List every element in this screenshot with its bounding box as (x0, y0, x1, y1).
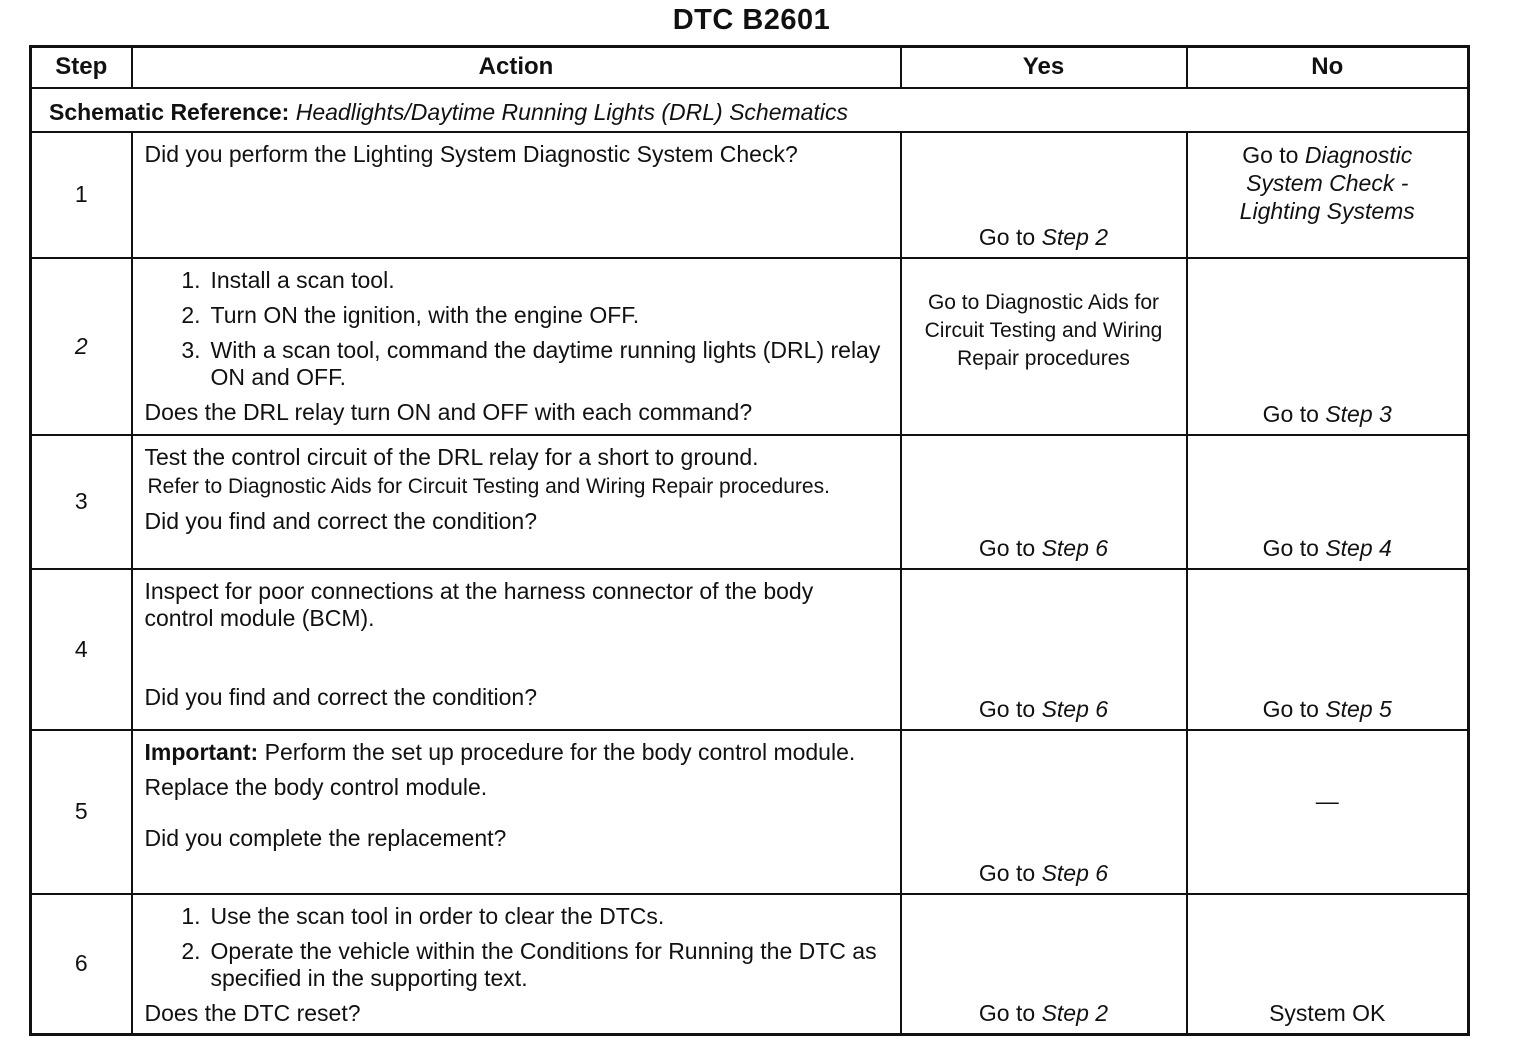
header-yes: Yes (901, 47, 1187, 88)
yes-target: Step 6 (1041, 859, 1109, 886)
table-row (31, 435, 1469, 569)
no-prefix: Go to (1262, 695, 1326, 722)
no-target: Step 5 (1325, 695, 1392, 722)
table-row (31, 132, 1469, 258)
no-dash: — (1315, 788, 1339, 814)
yes-target: Step 2 (1041, 999, 1109, 1026)
action-cell (132, 894, 901, 1035)
action-text: Inspect for poor connections at the harness connector of the body control module (BCM). (144, 577, 814, 631)
no-cell (1187, 894, 1469, 1035)
yes-target: Step 2 (1041, 223, 1109, 250)
list-item-text: Turn ON the ignition, with the engine OFF. (210, 301, 640, 328)
action-question: Does the DTC reset? (144, 999, 361, 1026)
important-note (145, 739, 888, 766)
no-cell (1187, 435, 1469, 569)
list-item-text: Use the scan tool in order to clear the DTCs. (210, 902, 665, 929)
yes-prefix: Go to (978, 223, 1042, 250)
step-number-text: 2 (74, 332, 88, 359)
step-number: 3 (31, 435, 132, 569)
action-text: Test the control circuit of the DRL relay for a short to ground. (144, 443, 759, 470)
action-question: Did you find and correct the condition? (144, 507, 538, 534)
step-number: 5 (31, 730, 132, 894)
no-cell (1187, 258, 1469, 435)
action-note: Refer to Diagnostic Aids for Circuit Testing and Wiring Repair procedures. (147, 474, 830, 498)
action-question: Did you find and correct the condition? (144, 683, 538, 710)
list-item-text: Operate the vehicle within the Conditions for Running the DTC as specified in the supporting text. (210, 937, 877, 991)
action-cell (132, 569, 901, 730)
action-cell (132, 258, 901, 435)
diagnostic-table (29, 45, 1470, 1036)
yes-target: Step 6 (1041, 534, 1109, 561)
list-item: 1. Install a scan tool. (181, 266, 395, 293)
no-cell (1187, 730, 1469, 894)
action-list (145, 267, 888, 391)
page-title: DTC B2601 (672, 4, 831, 36)
action-cell (132, 435, 901, 569)
yes-cell (901, 730, 1187, 894)
schematic-label: Schematic Reference: (49, 99, 290, 125)
action-cell (132, 132, 901, 258)
important-label: Important: (144, 738, 259, 765)
list-item: 2. Turn ON the ignition, with the engine OFF. (181, 301, 640, 328)
list-item: 2. Operate the vehicle within the Conditions for Running the DTC as specified in the supporting text. (145, 938, 888, 992)
step-number (31, 258, 132, 435)
schematic-row (31, 88, 1469, 132)
yes-cell (901, 435, 1187, 569)
yes-cell (901, 258, 1187, 435)
header-action: Action (132, 47, 901, 88)
action-question: Did you complete the replacement? (144, 824, 507, 851)
table-row (31, 894, 1469, 1035)
no-prefix: Go to (1262, 400, 1326, 427)
yes-prefix: Go to (978, 859, 1042, 886)
no-prefix: Go to (1242, 141, 1305, 168)
header-step: Step (31, 47, 132, 88)
step-number: 6 (31, 894, 132, 1035)
yes-cell (901, 569, 1187, 730)
header-no: No (1187, 47, 1469, 88)
table-row (31, 258, 1469, 435)
step-number: 1 (31, 132, 132, 258)
action-cell (132, 730, 901, 894)
yes-prefix: Go to (978, 999, 1042, 1026)
table-row (31, 569, 1469, 730)
important-text: Perform the set up procedure for the body control module. (258, 738, 856, 765)
action-text: Replace the body control module. (144, 773, 488, 800)
action-question: Does the DRL relay turn ON and OFF with each command? (144, 398, 753, 425)
yes-prefix: Go to (978, 695, 1042, 722)
list-item-text: With a scan tool, command the daytime running lights (DRL) relay ON and OFF. (210, 336, 881, 390)
no-prefix: Go to (1262, 534, 1326, 561)
action-question: Did you perform the Lighting System Diagnostic System Check? (144, 140, 798, 167)
schematic-reference (31, 88, 1469, 132)
yes-cell (901, 132, 1187, 258)
list-item-text: Install a scan tool. (210, 266, 395, 293)
no-target: Step 3 (1325, 400, 1392, 427)
no-cell (1187, 132, 1469, 258)
yes-target: Step 6 (1041, 695, 1109, 722)
schematic-link: Headlights/Daytime Running Lights (DRL) Schematics (295, 99, 848, 125)
no-target: Step 4 (1325, 534, 1392, 561)
yes-text: Go to Diagnostic Aids for Circuit Testing and Wiring Repair procedures (924, 291, 1163, 370)
header-row (31, 47, 1469, 88)
no-target: Diagnostic System Check - Lighting Systems (1239, 141, 1415, 224)
no-cell (1187, 569, 1469, 730)
yes-prefix: Go to (978, 534, 1042, 561)
list-item: 3. With a scan tool, command the daytime running lights (DRL) relay ON and OFF. (145, 337, 888, 391)
list-item: 1. Use the scan tool in order to clear the DTCs. (181, 902, 665, 929)
action-list (145, 903, 888, 992)
yes-cell (901, 894, 1187, 1035)
no-text: System OK (1269, 999, 1386, 1026)
table-row (31, 730, 1469, 894)
step-number: 4 (31, 569, 132, 730)
